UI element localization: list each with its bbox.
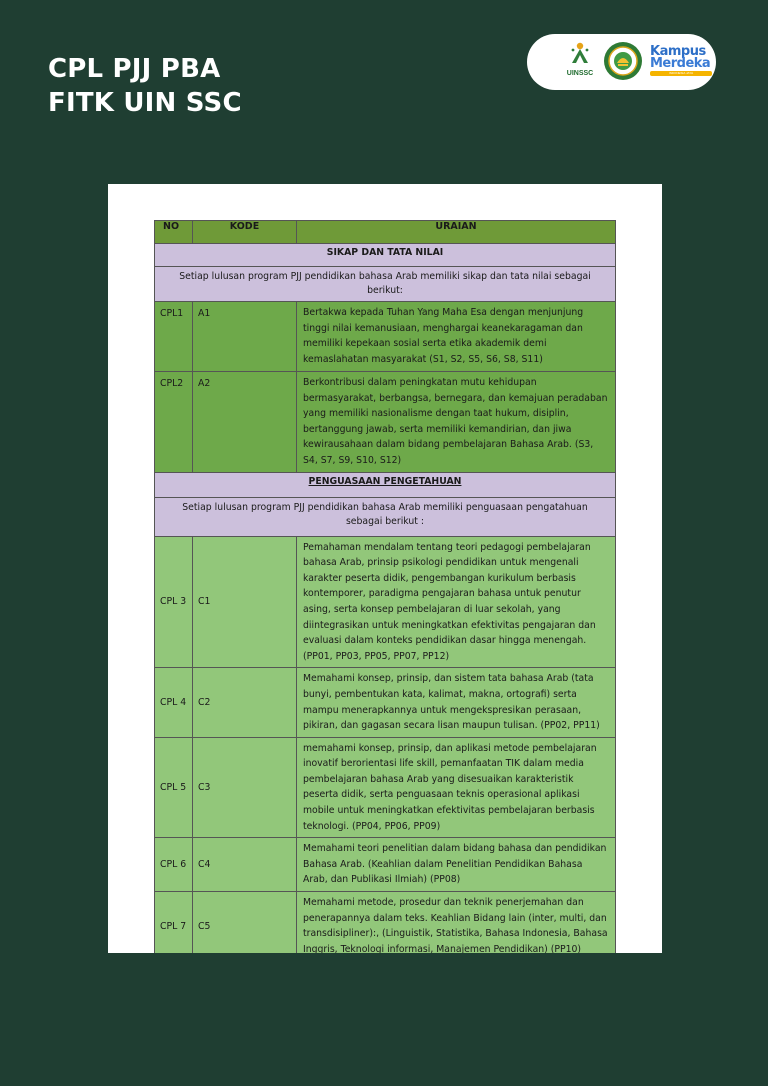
kampus-merdeka-logo bbox=[650, 46, 712, 80]
uinssc-text: UINSSC bbox=[566, 70, 594, 77]
table-row bbox=[155, 372, 616, 473]
table-row bbox=[155, 892, 616, 953]
cell-uraian: Memahami metode, prosedur dan teknik penerjemahan dan penerapannya dalam teks. Keahlian Bidang lain (inter, multi, dan transdisipliner):, (Linguistik, Statistika, Bahasa Indonesia, Bahasa Inggris, Teknologi informasi, Manajemen Pendidikan) (PP10) bbox=[297, 892, 616, 953]
km-tagline: INDONESIA JAYA bbox=[650, 71, 712, 76]
uinssc-subline bbox=[565, 78, 595, 82]
cell-kode: A1 bbox=[193, 302, 297, 372]
col-header-kode: KODE bbox=[193, 221, 297, 244]
document-page bbox=[108, 184, 662, 953]
cell-no: CPL 6 bbox=[155, 838, 193, 892]
cell-kode: C5 bbox=[193, 892, 297, 953]
section-title-sikap: SIKAP DAN TATA NILAI bbox=[155, 244, 616, 267]
uinssc-emblem-icon bbox=[569, 41, 591, 65]
cell-no: CPL1 bbox=[155, 302, 193, 372]
table-row bbox=[155, 302, 616, 372]
col-header-no: NO bbox=[155, 221, 193, 244]
cell-no: CPL 5 bbox=[155, 737, 193, 838]
section-intro-sikap: Setiap lulusan program PJJ pendidikan bahasa Arab memiliki sikap dan tata nilai sebagai berikut: bbox=[155, 267, 616, 302]
section-title-pengetahuan: PENGUASAAN PENGETAHUAN bbox=[308, 475, 462, 487]
table-row bbox=[155, 737, 616, 838]
logo-bar bbox=[527, 34, 716, 90]
table-row bbox=[155, 838, 616, 892]
title-line-2: FITK UIN SSC bbox=[48, 88, 242, 118]
col-header-uraian: URAIAN bbox=[297, 221, 616, 244]
cell-no: CPL 4 bbox=[155, 668, 193, 737]
cell-kode: C3 bbox=[193, 737, 297, 838]
section-title-row bbox=[155, 472, 616, 497]
cell-uraian: Memahami konsep, prinsip, dan sistem tata bahasa Arab (tata bunyi, pembentukan kata, kalimat, makna, ortografi) serta mampu menerapkannya untuk mengekspresikan perasaan, pikiran, dan gagasan secara lisan maupun tulisan. (PP02, PP11) bbox=[297, 668, 616, 737]
cell-uraian: Bertakwa kepada Tuhan Yang Maha Esa dengan menjunjung tinggi nilai kemanusiaan, menghargai keanekaragaman dan memiliki kepekaan sosial serta etika akademik demi kemaslahatan masyarakat (S1, S2, S5, S6, S8, S11) bbox=[297, 302, 616, 372]
section-title-row bbox=[155, 244, 616, 267]
cell-kode: A2 bbox=[193, 372, 297, 473]
section-intro-pengetahuan: Setiap lulusan program PJJ pendidikan bahasa Arab memiliki penguasaan pengatahuan sebagai berikut : bbox=[155, 497, 616, 536]
uinssc-logo bbox=[565, 41, 595, 83]
section-intro-row bbox=[155, 497, 616, 536]
cell-uraian: Berkontribusi dalam peningkatan mutu kehidupan bermasyarakat, berbangsa, bernegara, dan kemajuan peradaban yang memiliki nasionalisme dengan taat hukum, disiplin, bertanggung jawab, serta memiliki kemandirian, dan jiwa kewirausahaan dalam bidang pembelajaran Bahasa Arab. (S3, S4, S7, S9, S10, S12) bbox=[297, 372, 616, 473]
table-row bbox=[155, 668, 616, 737]
table-row bbox=[155, 536, 616, 668]
cell-uraian: memahami konsep, prinsip, dan aplikasi metode pembelajaran inovatif berorientasi life skill, pemanfaatan TIK dalam media pembelajaran bahasa Arab yang disesuaikan karakteristik peserta didik, serta penguasaan teknis operasional aplikasi mobile untuk meningkatkan efektivitas pembelajaran berbasis teknologi. (PP04, PP06, PP09) bbox=[297, 737, 616, 838]
cell-no: CPL 3 bbox=[155, 536, 193, 668]
cpl-table bbox=[154, 220, 616, 953]
km-word-kampus: Kampus bbox=[650, 44, 706, 59]
cell-no: CPL 7 bbox=[155, 892, 193, 953]
cell-uraian: Memahami teori penelitian dalam bidang bahasa dan pendidikan Bahasa Arab. (Keahlian dalam Penelitian Pendidikan Bahasa Arab, dan Publikasi Ilmiah) (PP08) bbox=[297, 838, 616, 892]
table-header-row bbox=[155, 221, 616, 244]
cell-uraian: Pemahaman mendalam tentang teori pedagogi pembelajaran bahasa Arab, prinsip psikologi pendidikan untuk mengenali karakter peserta didik, pengembangan kurikulum berbasis kontemporer, paradigma pengajaran bahasa untuk penutur asing, serta konsep pembelajaran di luar sekolah, yang diintegrasikan untuk meningkatkan efektivitas pengajaran dan evaluasi dalam konteks pendidikan dasar hingga menengah. (PP01, PP03, PP05, PP07, PP12) bbox=[297, 536, 616, 668]
title-line-1: CPL PJJ PBA bbox=[48, 54, 221, 84]
cell-kode: C4 bbox=[193, 838, 297, 892]
cell-no: CPL2 bbox=[155, 372, 193, 473]
section-intro-row bbox=[155, 267, 616, 302]
cell-kode: C2 bbox=[193, 668, 297, 737]
cell-kode: C1 bbox=[193, 536, 297, 668]
km-word-merdeka: Merdeka bbox=[650, 56, 711, 71]
page-title bbox=[48, 52, 242, 120]
pba-seal-icon bbox=[603, 41, 643, 81]
